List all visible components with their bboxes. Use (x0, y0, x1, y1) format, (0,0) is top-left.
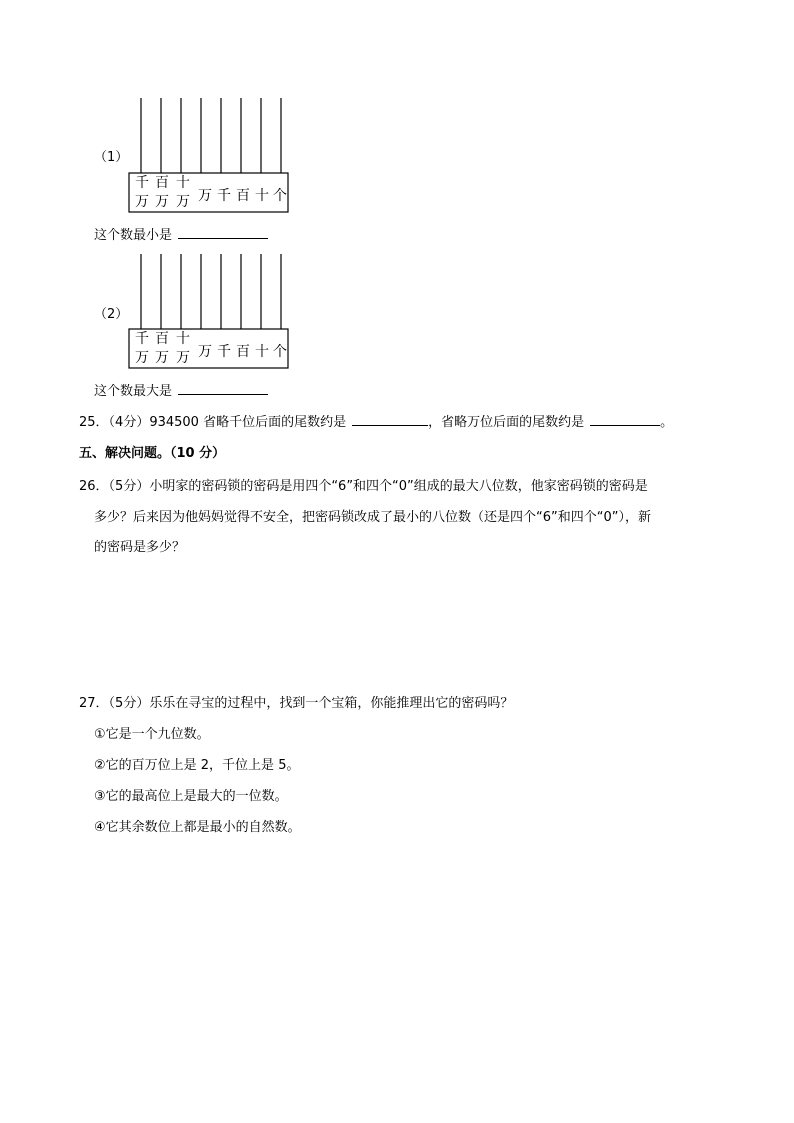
place-bottom-3: 万 (198, 344, 212, 360)
place-bottom-2: 万 (176, 350, 190, 366)
abacus-1-graphic (128, 96, 290, 216)
question-26-line-1: 26．（5分）小明家的密码锁的密码是用四个“6”和四个“0”组成的最大八位数，他家密码锁的密码是 (79, 479, 648, 494)
clue-2: ②它的百万位上是 2，千位上是 5。 (94, 758, 300, 773)
answer-blank-1[interactable] (352, 424, 428, 426)
question-25 (79, 416, 673, 429)
abacus-1 (128, 96, 290, 216)
place-top-1: 百 (155, 331, 169, 347)
question-number: 25．（4分） (79, 415, 150, 430)
abacus-1-caption (94, 229, 268, 242)
place-top-1: 百 (155, 175, 169, 191)
place-bottom-5: 百 (236, 344, 250, 360)
question-27-line-1: 27．（5分）乐乐在寻宝的过程中，找到一个宝箱，你能推理出它的密码吗？ (79, 696, 514, 711)
answer-blank[interactable] (178, 393, 268, 395)
answer-blank-2[interactable] (590, 424, 660, 426)
place-bottom-0: 万 (135, 350, 149, 366)
place-top-2: 十 (176, 175, 190, 191)
question-26-line-2: 多少？后来因为他妈妈觉得不安全，把密码锁改成了最小的八位数（还是四个“6”和四个“0”），新 (94, 510, 651, 525)
place-bottom-0: 万 (135, 194, 149, 210)
caption-text: 这个数最大是 (94, 384, 173, 399)
abacus-2-graphic (128, 252, 290, 372)
abacus-1-label: （1） (94, 150, 129, 165)
place-bottom-6: 十 (255, 344, 269, 360)
question-text-a: 934500 省略千位后面的尾数约是 (149, 415, 347, 430)
place-bottom-5: 百 (236, 188, 250, 204)
place-bottom-4: 千 (217, 188, 231, 204)
clue-4: ④它其余数位上都是最小的自然数。 (94, 820, 301, 835)
question-26-line-3: 的密码是多少？ (94, 540, 186, 555)
abacus-2 (128, 252, 290, 372)
abacus-2-label: （2） (94, 307, 129, 322)
place-bottom-4: 千 (217, 344, 231, 360)
place-bottom-1: 万 (155, 350, 169, 366)
place-bottom-3: 万 (198, 188, 212, 204)
abacus-2-caption (94, 385, 268, 398)
place-bottom-1: 万 (155, 194, 169, 210)
place-top-2: 十 (176, 331, 190, 347)
place-bottom-6: 十 (255, 188, 269, 204)
place-bottom-7: 个 (273, 188, 287, 204)
clue-3: ③它的最高位上是最大的一位数。 (94, 789, 288, 804)
place-top-0: 千 (135, 175, 149, 191)
caption-text: 这个数最小是 (94, 228, 173, 243)
section-heading: 五、解决问题。（10 分） (79, 446, 226, 461)
question-text-c: 。 (660, 415, 674, 430)
place-bottom-2: 万 (176, 194, 190, 210)
place-top-0: 千 (135, 331, 149, 347)
place-bottom-7: 个 (273, 344, 287, 360)
answer-blank[interactable] (178, 237, 268, 239)
clue-1: ①它是一个九位数。 (94, 727, 210, 742)
question-text-b: ，省略万位后面的尾数约是 (428, 415, 585, 430)
